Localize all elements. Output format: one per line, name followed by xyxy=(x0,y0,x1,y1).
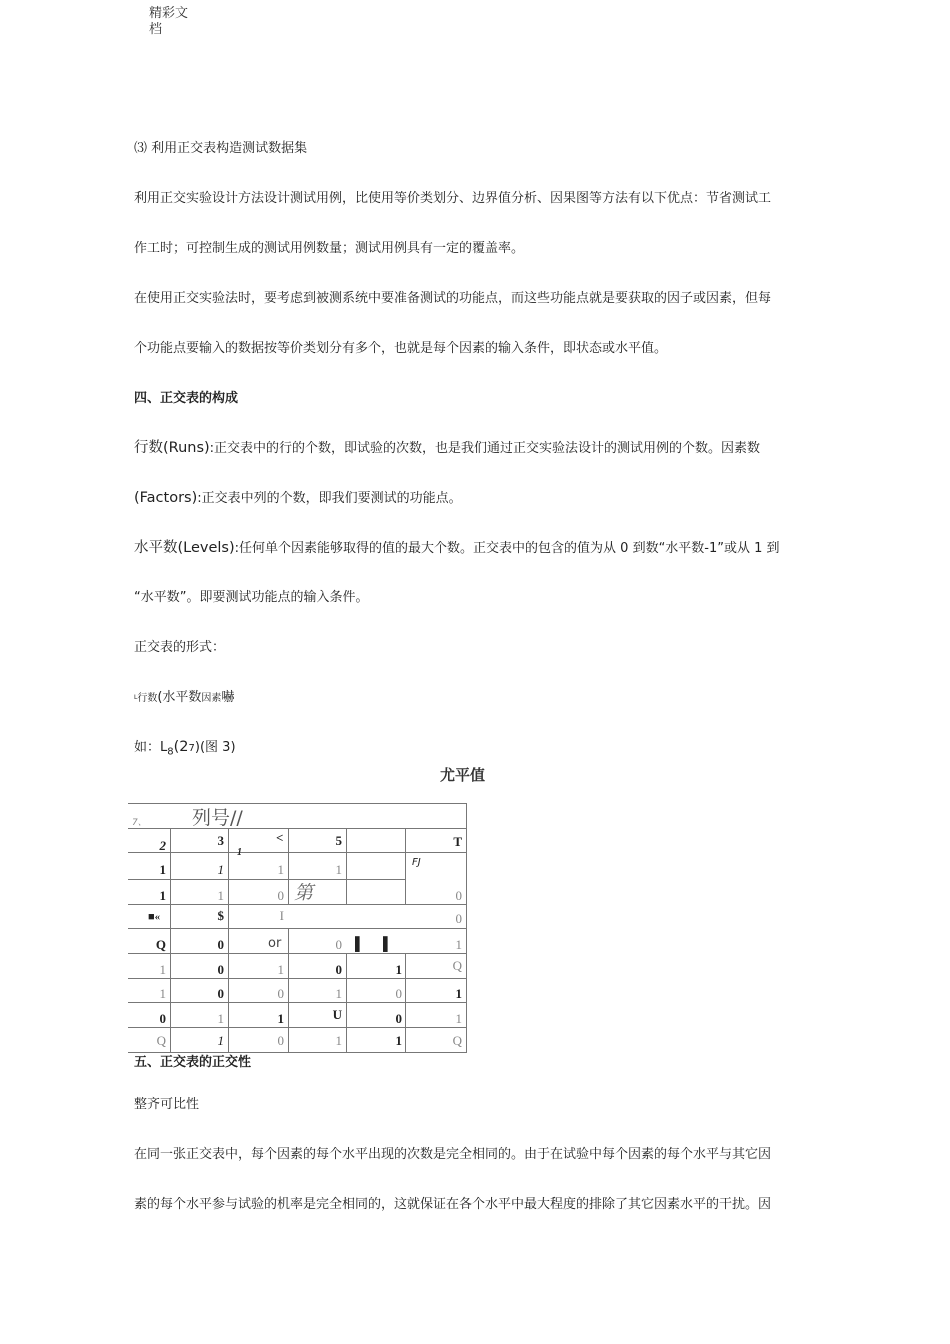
section-5-heading: 五、正交表的正交性 xyxy=(134,1055,252,1070)
header-line-2: 档 xyxy=(149,22,163,37)
table-cell: 1 xyxy=(277,962,284,977)
table-cell: 1 xyxy=(217,888,224,903)
table-cell: Q xyxy=(452,1033,462,1048)
table-line xyxy=(128,1052,467,1053)
table-line xyxy=(128,928,467,929)
table-cell: 0 xyxy=(277,1033,284,1048)
header-line-1: 精彩文 xyxy=(149,6,189,21)
table-cell: 1 xyxy=(159,962,166,977)
table-cell: 1 xyxy=(455,1011,462,1026)
table-cell: 1 xyxy=(277,1011,284,1026)
table-line xyxy=(128,978,467,979)
table-line xyxy=(288,828,289,904)
paragraph-advantages-1: 利用正交实验设计方法设计测试用例，比使用等价类划分、边界值分析、因果图等方法有以下优点：节省测试工 xyxy=(134,191,772,206)
table-line xyxy=(405,953,406,1053)
runs-definition: :正交表中的行的个数，即试验的次数，也是我们通过正交实验法设计的测试用例的个数。因素数 xyxy=(209,441,761,456)
table-line xyxy=(128,803,467,804)
formula-levels: (水平数 xyxy=(157,690,202,705)
table-corner: 7、 xyxy=(132,818,147,828)
paragraph-factors xyxy=(134,489,462,508)
table-cell: 1 xyxy=(237,847,242,858)
table-cell: or xyxy=(268,936,282,951)
table-line xyxy=(288,928,289,1053)
table-line xyxy=(170,828,171,1053)
paragraph-levels-cont: “水平数”。即要测试功能点的输入条件。 xyxy=(134,590,369,605)
table-line xyxy=(346,828,347,904)
paragraph-usage-1: 在使用正交实验法时，要考虑到被测系统中要准备测试的功能点，而这些功能点就是要获取的因子或因素，但每 xyxy=(134,291,772,306)
table-line xyxy=(405,828,406,904)
table-cell: 0 xyxy=(395,986,402,1001)
factors-term: (Factors) xyxy=(134,490,198,506)
factors-definition: :正交表中列的个数，即我们要测试的功能点。 xyxy=(197,491,462,506)
table-cell: 第 xyxy=(294,882,314,904)
table-cell: 0 xyxy=(277,986,284,1001)
orthogonal-table xyxy=(128,803,467,1053)
table-cell: 1 xyxy=(395,962,402,977)
table-cell: 0 xyxy=(217,937,224,952)
table-cell: 1 xyxy=(159,862,166,877)
table-cell: 0 xyxy=(455,888,462,903)
paragraph-advantages-2: 作工时；可控制生成的测试用例数量；测试用例具有一定的覆盖率。 xyxy=(134,241,525,256)
table-cell: Q xyxy=(452,958,462,973)
table-cell: 0 xyxy=(335,962,342,977)
table-column-header: 列号// xyxy=(192,807,243,829)
paragraph-comparability-2: 素的每个水平参与试验的机率是完全相同的，这就保证在各个水平中最大程度的排除了其它因素水平的干扰。因 xyxy=(134,1197,772,1212)
table-cell: 1 xyxy=(335,1033,342,1048)
runs-term: 行数(Runs) xyxy=(134,440,210,456)
table-line xyxy=(128,953,467,954)
levels-term: 水平数(Levels) xyxy=(134,540,235,556)
table-cell: 1 xyxy=(335,862,342,877)
table-cell: 1 xyxy=(335,986,342,1001)
formula-factors: 因素 xyxy=(201,693,222,704)
table-cell: 1 xyxy=(455,986,462,1001)
example-sub: 8 xyxy=(167,746,174,758)
table-cell: 0 xyxy=(335,937,342,952)
table-line xyxy=(128,1002,467,1003)
paragraph-runs xyxy=(134,439,760,458)
paragraph-comparability-1: 在同一张正交表中，每个因素的每个水平出现的次数是完全相同的。由于在试验中每个因素的每个水平与其它因 xyxy=(134,1147,772,1162)
table-cell: 1 xyxy=(159,888,166,903)
table-cell: 2 xyxy=(159,838,166,853)
example-paren: (2 xyxy=(173,739,189,755)
table-cell: 1 xyxy=(217,1011,224,1026)
table-cell: 0 xyxy=(455,911,462,926)
table-cell: 0 xyxy=(395,1011,402,1026)
paragraph-levels xyxy=(134,539,780,558)
table-cell: T xyxy=(453,834,462,849)
formula-l: L xyxy=(134,694,138,701)
table-cell: Q xyxy=(155,937,166,952)
table-cell: 0 xyxy=(277,888,284,903)
section-3-heading: ⑶ 利用正交表构造测试数据集 xyxy=(134,141,308,156)
table-cell: 1 xyxy=(455,937,462,952)
formula-line xyxy=(134,689,234,708)
paragraph-form-label: 正交表的形式： xyxy=(134,640,226,655)
table-cell: $ xyxy=(217,908,224,923)
table-cell: U xyxy=(332,1007,342,1022)
table-cell: ▌ xyxy=(355,936,365,951)
levels-definition: :任何单个因素能够取得的值的最大个数。正交表中的包含的值为从 0 到数“水平数-1”或从 1 到 xyxy=(234,541,780,556)
table-cell: < xyxy=(276,830,284,845)
table-line xyxy=(128,828,467,829)
table-cell: ▌ xyxy=(383,936,393,951)
example-prefix: 如：L xyxy=(134,740,168,755)
formula-tail: 嚇 xyxy=(221,690,235,705)
table-cell: 5 xyxy=(335,833,342,848)
table-cell: 1 xyxy=(217,1033,224,1048)
table-cell: I xyxy=(279,908,284,923)
formula-rows: 行数 xyxy=(137,693,158,704)
table-cell: 1 xyxy=(217,862,224,877)
paragraph-comparability-title: 整齐可比性 xyxy=(134,1097,200,1112)
table-line xyxy=(128,904,467,905)
table-cell: ■« xyxy=(148,911,161,923)
section-4-heading: 四、正交表的构成 xyxy=(134,391,239,406)
table-cell: Q xyxy=(156,1033,166,1048)
table-cell: 1 xyxy=(395,1033,402,1048)
table-line xyxy=(228,828,229,1053)
table-cell: 1 xyxy=(159,986,166,1001)
table-cell: FJ xyxy=(412,857,421,868)
table-cell: 0 xyxy=(217,962,224,977)
table-line xyxy=(128,1027,467,1028)
page-header xyxy=(149,6,199,38)
example-suffix: )(图 3) xyxy=(194,740,236,755)
table-cell: 1 xyxy=(277,862,284,877)
table-cell: 0 xyxy=(159,1011,166,1026)
table-cell: 0 xyxy=(217,986,224,1001)
example-exp: 7 xyxy=(188,743,195,754)
table-line xyxy=(346,953,347,1053)
table-line xyxy=(466,803,467,1053)
example-line xyxy=(134,738,236,762)
table-title: 尤平值 xyxy=(440,766,486,784)
table-cell: 3 xyxy=(217,833,224,848)
paragraph-usage-2: 个功能点要输入的数据按等价类划分有多个，也就是每个因素的输入条件，即状态或水平值。 xyxy=(134,341,668,356)
table-line xyxy=(128,852,467,853)
